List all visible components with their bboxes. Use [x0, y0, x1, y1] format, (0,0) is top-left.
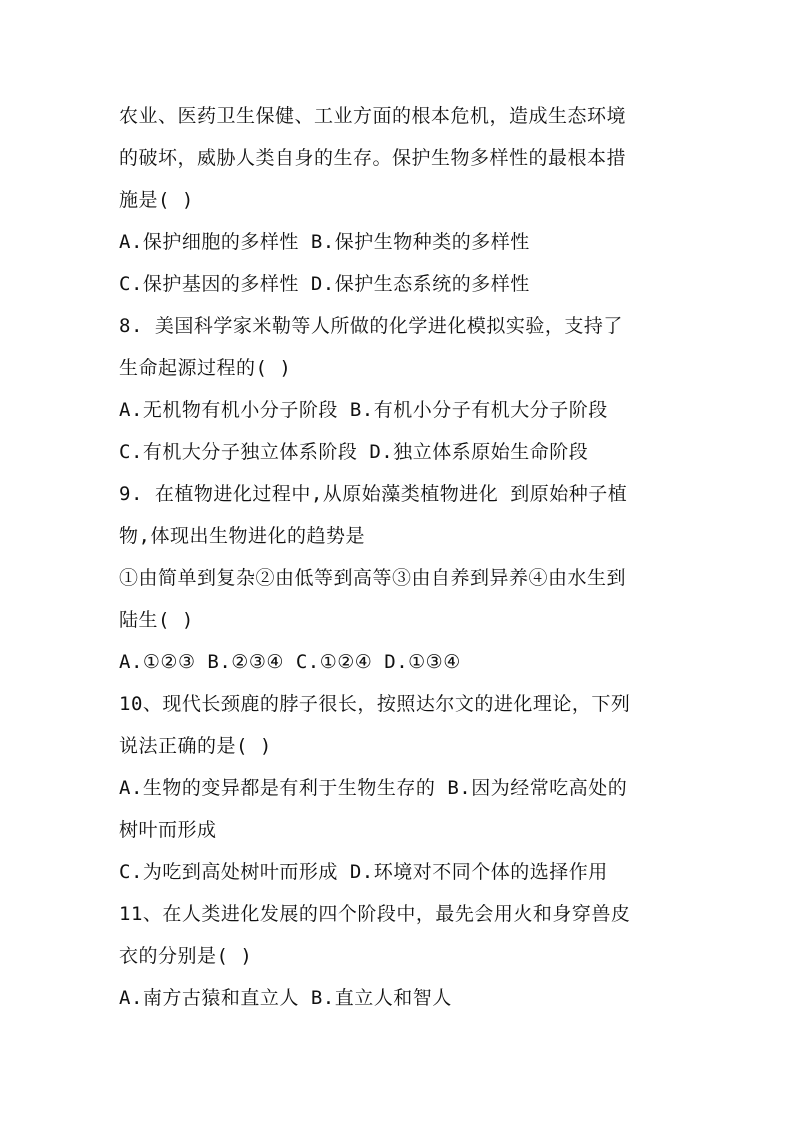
- text-line: 8. 美国科学家米勒等人所做的化学进化模拟实验，支持了: [119, 315, 623, 337]
- text-line: 说法正确的是( ): [119, 735, 272, 757]
- text-line: A.①②③ B.②③④ C.①②④ D.①③④: [119, 651, 461, 673]
- text-line: 农业、医药卫生保健、工业方面的根本危机，造成生态环境: [119, 105, 627, 127]
- text-line: A.南方古猿和直立人 B.直立人和智人: [119, 987, 452, 1009]
- text-line: A.保护细胞的多样性 B.保护生物种类的多样性: [119, 231, 530, 253]
- text-line: 物,体现出生物进化的趋势是: [119, 525, 365, 547]
- text-line: ①由简单到复杂②由低等到高等③由自养到异养④由水生到: [119, 567, 627, 589]
- text-line: A.无机物有机小分子阶段 B.有机小分子有机大分子阶段: [119, 399, 608, 421]
- text-line: 10、现代长颈鹿的脖子很长，按照达尔文的进化理论，下列: [119, 693, 631, 715]
- text-line: C.保护基因的多样性 D.保护生态系统的多样性: [119, 273, 530, 295]
- text-line: 树叶而形成: [119, 819, 217, 841]
- text-line: 的破坏，威胁人类自身的生存。保护生物多样性的最根本措: [119, 147, 627, 169]
- text-line: 11、在人类进化发展的四个阶段中，最先会用火和身穿兽皮: [119, 903, 631, 925]
- text-line: C.为吃到高处树叶而形成 D.环境对不同个体的选择作用: [119, 861, 608, 883]
- text-line: 陆生( ): [119, 609, 194, 631]
- text-line: 生命起源过程的( ): [119, 357, 292, 379]
- text-line: 衣的分别是( ): [119, 945, 253, 967]
- text-line: A.生物的变异都是有利于生物生存的 B.因为经常吃高处的: [119, 777, 628, 799]
- text-line: C.有机大分子独立体系阶段 D.独立体系原始生命阶段: [119, 441, 589, 463]
- text-line: 9. 在植物进化过程中,从原始藻类植物进化 到原始种子植: [119, 483, 628, 505]
- text-line: 施是( ): [119, 189, 194, 211]
